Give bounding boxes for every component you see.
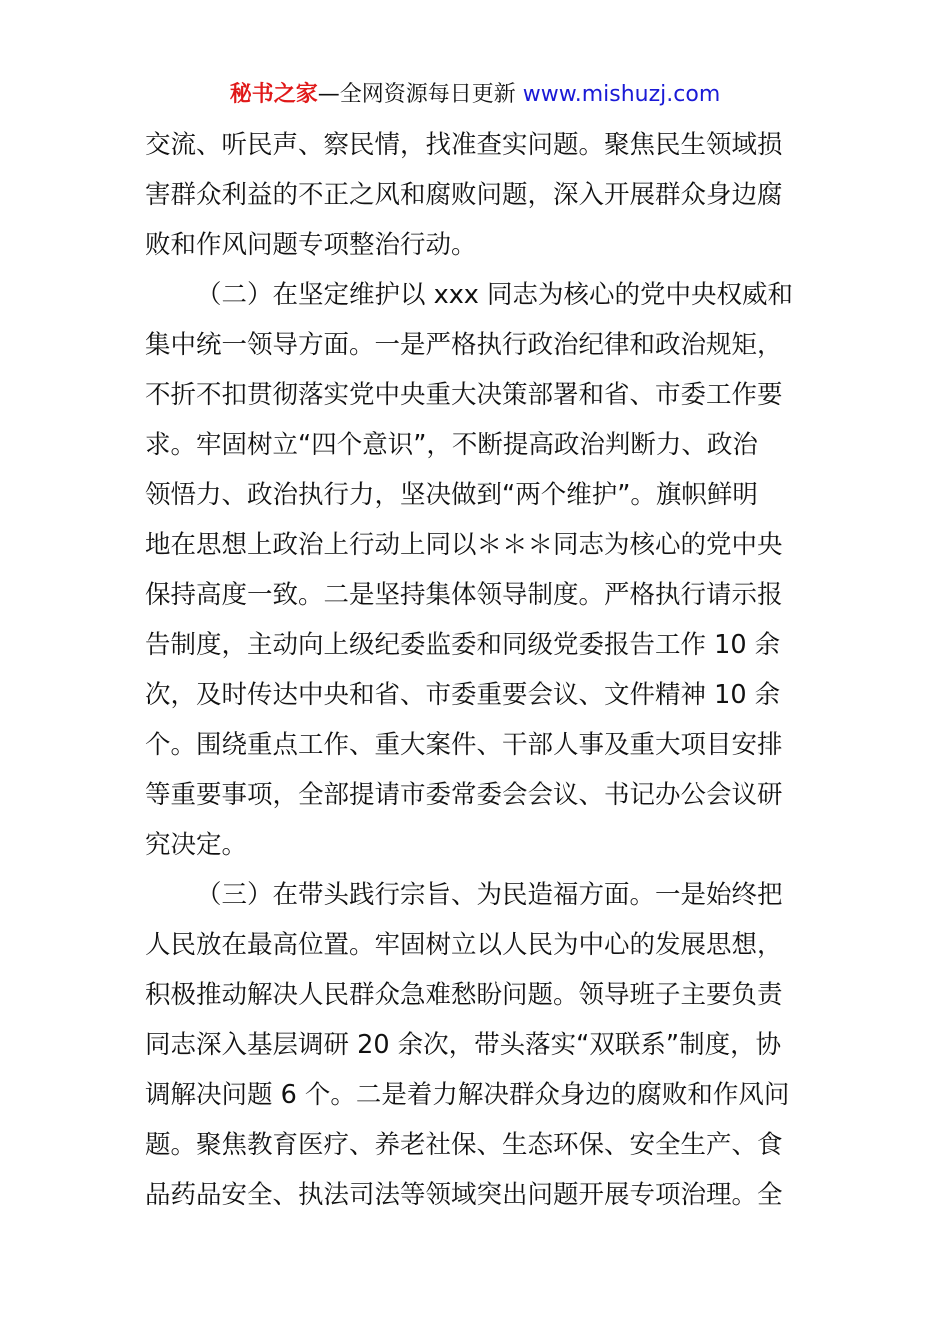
site-brand: 秘书之家	[229, 82, 318, 107]
site-tagline: —全网资源每日更新	[317, 82, 523, 107]
text-line: 次，及时传达中央和省、市委重要会议、文件精神 10 余	[145, 680, 781, 710]
document-body	[145, 120, 810, 1220]
text-line: 领悟力、政治执行力，坚决做到“两个维护”。旗帜鲜明	[145, 480, 758, 510]
paragraph-first-line: （二）在坚定维护以 xxx 同志为核心的党中央权威和	[196, 280, 793, 310]
text-line: 同志深入基层调研 20 余次，带头落实“双联系”制度，协	[145, 1030, 782, 1060]
text-line: 人民放在最高位置。牢固树立以人民为中心的发展思想，	[145, 930, 783, 960]
text-line: 不折不扣贯彻落实党中央重大决策部署和省、市委工作要	[145, 380, 783, 410]
text-line: 品药品安全、执法司法等领域突出问题开展专项治理。全	[145, 1180, 783, 1210]
text-line: 究决定。	[145, 830, 248, 860]
text-line: 积极推动解决人民群众急难愁盼问题。领导班子主要负责	[145, 980, 783, 1010]
text-line: 等重要事项，全部提请市委常委会会议、书记办公会议研	[145, 780, 783, 810]
text-line: 害群众利益的不正之风和腐败问题，深入开展群众身边腐	[145, 180, 783, 210]
text-line: 求。牢固树立“四个意识”，不断提高政治判断力、政治	[145, 430, 758, 460]
text-line: 调解决问题 6 个。二是着力解决群众身边的腐败和作风问	[145, 1080, 790, 1110]
text-line: 败和作风问题专项整治行动。	[145, 230, 477, 260]
text-line: 交流、听民声、察民情，找准查实问题。聚焦民生领域损	[145, 130, 783, 160]
paragraph-first-line: （三）在带头践行宗旨、为民造福方面。一是始终把	[196, 880, 783, 910]
text-line: 地在思想上政治上行动上同以＊＊＊同志为核心的党中央	[145, 530, 783, 560]
text-line: 告制度，主动向上级纪委监委和同级党委报告工作 10 余	[145, 630, 781, 660]
site-url[interactable]: www.mishuzj.com	[522, 82, 721, 107]
text-line: 集中统一领导方面。一是严格执行政治纪律和政治规矩，	[145, 330, 783, 360]
text-line: 个。围绕重点工作、重大案件、干部人事及重大项目安排	[145, 730, 783, 760]
text-line: 保持高度一致。二是坚持集体领导制度。严格执行请示报	[145, 580, 783, 610]
page-header	[0, 80, 950, 110]
text-line: 题。聚焦教育医疗、养老社保、生态环保、安全生产、食	[145, 1130, 783, 1160]
